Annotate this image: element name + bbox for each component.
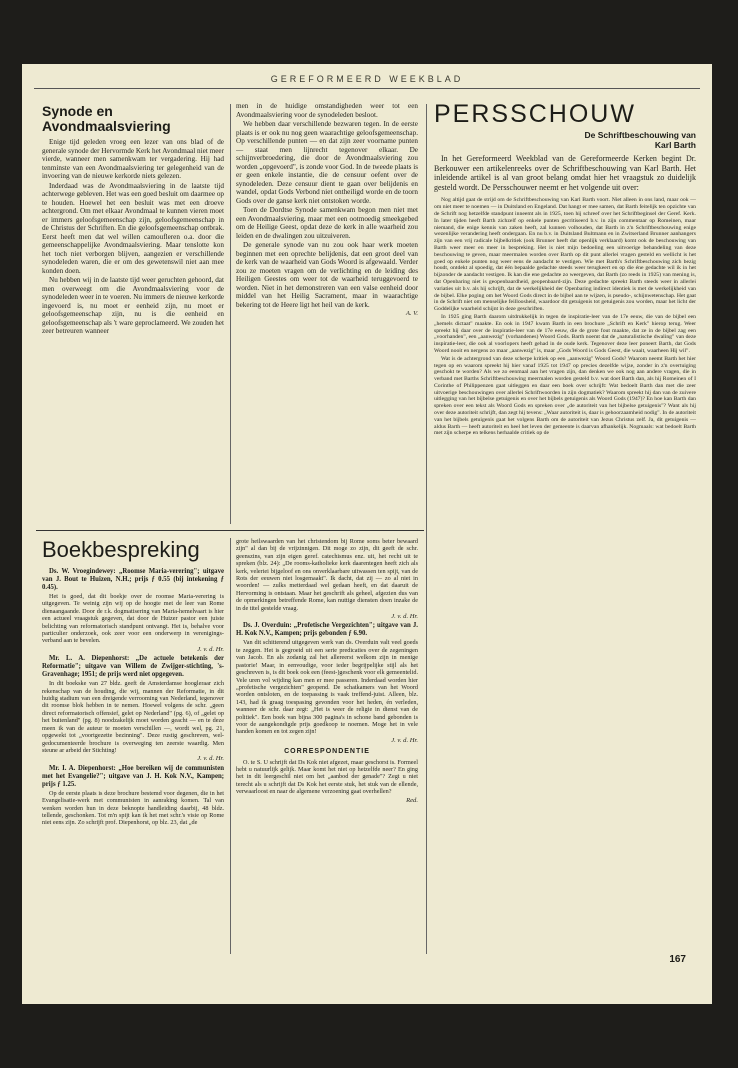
page-number: 167 xyxy=(669,954,686,965)
persschouw-subtitle-line-2: Karl Barth xyxy=(654,140,696,150)
review-body: grote heilswaarden van het christendom bij Rome soms beter bewaard zijn" al dan bij de vrijzinnigen. Dit moge zo zijn, dit geeft de schr. geenszins, van zijn eigen geref. catechismus enz. uit, het recht uit te spreken (blz. 24): „De rooms-katholieke kerk daarentegen heeft zich als kerk, veleriei bijgeloof en ons onverklaarbare uitwassen ten spijt, van de Rots der eeuwen niet losgemaakt". Ik dacht, dat zij — zo al niet in woorden! — zulks metterdaad wel gedaan heeft, en dat daaruit de Hervorming is ontstaan. Maar het geschrift als geheel, afgezien dus van de opmerkingen betreffende Rome, kan nuttige diensten doen inzake de in de titel gestelde vraag. xyxy=(236,538,418,612)
persschouw-title: PERSSCHOUW xyxy=(434,100,636,128)
review-signature: J. v. d. Hr. xyxy=(197,755,224,763)
review-heading: Ds. J. Overduin: „Profetische Vergezichten"; uitgave van J. H. Kok N.V., Kampen; prijs gebonden ƒ 6.90. xyxy=(236,622,418,638)
review-signature: J. v. d. Hr. xyxy=(391,736,418,744)
correspondentie-body: O. te S. U schrijft dat Ds Kok niet afgezet, maar geschorst is. Formeel hebt u natuurlijk gelijk. Maar komt het niet op hetzelfde neer? En ging het in dit leergeschil niet om het „aanbod der genade"? Zegt u niet terecht als u schrijft dat Ds Kok het eerste stuk, het stuk van de ellende, verwaarloost en naar de algemene verzoening gaat overhellen? xyxy=(236,758,418,796)
synode-paragraph: Toen de Dordtse Synode samenkwam begon men niet met een Avondmaalsviering, maar met een ootmoedig smeekgebed om de Heilige Geest, opdat deze de kerk in alle waarheid zou leiden en de dwalingen zou uitzuiveren. xyxy=(236,206,418,240)
correspondentie-signature: Red. xyxy=(406,796,418,804)
synode-paragraph: Nu hebben wij in de laatste tijd weer geruchten gehoord, dat men overweegt om die Avondmaalsviering voor de synodeleden weer in te voeren. Nu immers de nieuwe kerkorde ingevoerd is, nu moet er eenheid zijn, nu moet er geloofsgemeenschap zijn, nu is die eenheid en geloofsgemeenschap als 't ware geproclameerd. We zouden het zeer betreuren wanneer xyxy=(42,276,224,335)
review-body: Op de eerste plaats is deze brochure bestemd voor degenen, die in het Evangelisatie-werk met communisten in aanraking komen. Tal van wenken worden hun in deze beknopte handleiding daarbij, 48 bldz. tellende, geschonken. Tot m'n spijt kan ik het met schr.'s visie op Rome niet eens zijn. Zo schrijft prof. Diepenhorst, op blz. 23, dat „de xyxy=(42,789,224,827)
synode-paragraph: We hebben daar verschillende bezwaren tegen. In de eerste plaats is er ook nu nog geen waarachtige geloofsgemeenschap. Op verschillende punten — en dat zijn zeer voorname punten — staat men lijnrecht tegenover elkaar. De schijnverbroedering, die door de Avondmaalsviering zou worden „opgevoerd", is zonde voor God. In de tweede plaats is er geen enkele instantie, die de censuur oefent over de synodeleden. Deze censuur dient te gaan over belijdenis en wandel, opdat Gods Verbond niet ontheiligd worde en de toorn Gods over de ganse kerk niet ontstoken worde. xyxy=(236,120,418,205)
column-divider xyxy=(426,104,427,954)
correspondentie-title: CORRESPONDENTIE xyxy=(284,748,370,756)
synode-title-line-1: Synode en xyxy=(42,104,113,119)
boek-column-1 xyxy=(42,538,224,958)
boek-title: Boekbespreking xyxy=(42,538,200,562)
persschouw-quote xyxy=(434,197,696,437)
section-rule xyxy=(36,530,424,531)
quote-paragraph: In 1925 ging Barth daarom uitdrukkelijk in tegen de inspiratie-leer van de 17e eeuw, die van de bijbel een „hemels dictaat" maakte. En ook in 1947 kwam Barth in een brochure „Schrift en Kerk" hierop terug. Weer spreekt hij daar over de inspiratie-leer van de 17e eeuw, die de grote fout maakte, dat ze in de bijbel zag een „voorhanden", een „aanwezig" (vorhandenes) Woord Gods. Barth noemt dat de „naturalistische dwaling" van deze inspiratie-leer, die ook al voorlopers heeft gehad in de oude kerk. Tegenover deze leer poneert Barth, dat Gods Woord nooit en nergens zo maar „aanwezig" is, maar „Gods Woord is Gods Geest, die waait, waarheen Hij wil". xyxy=(434,313,696,354)
review-body: Van dit schitterend uitgegeven werk van ds. Overduin valt veel goeds te zeggen. Het is gegroeid uit een serie predicaties over de zegeningen van Jacob. En als zodanig zal het allereerst welkom zijn in menige pastorie! Maar, in eenvoudige, voor ieder begrijpelijke stijl als het geschreven is, is dit boek ook een (feest-)geschenk voor elk gemeentelid. Vele uren vol wijding kan men er mee passeren. Inderdaad worden hier „profetische vergezichten" geopend. De schatkamers van het Woord worden ontsloten, en de toepassing is vaak treffend-juist. Alleen, blz. 143, had ik graag toespasing gevonden voor het heden, én verleden, wanneer de schr. daar zegt: „Het is weer de religie in dienst van de politiek". Een boek van bijna 300 pagina's in schone band gebonden is voor de aangekondigde prijs goedkoop te noemen. Moge het in vele handen komen en tot zegen zijn! xyxy=(236,639,418,736)
review-signature: J. v. d. Hr. xyxy=(391,613,418,621)
review-body: In dit boekske van 27 bldz. geeft de Amsterdamse hoogleraar zich rekenschap van de houding, die wij, mannen der Reformatie, in dit huidig stadium van een dreigende verrooming van Nederland, tegenover dit roomse blok hebben in te nemen. Hoewel volgens de schr. „geen direct reformatorisch offensief, gelet op Nederland" (pg. 6), of „gelet op het buitenland" (pg. 8) noodzakelijk moet worden geacht — en te deze meen ik van de auteur te moeten verschillen —, wordt wel, pg. 21, opgewekt tot „voortgezette bezinning". Deze rustig geschreven, wel-gedocumenteerde brochure is overweging ten zeerste waardig. Men steune ar arbeid der Stichting! xyxy=(42,680,224,754)
review-body: Het is goed, dat dit boekje over de roomse Maria-verering is uitgegeven. Te weinig zijn wij op de hoogte met de leer van Rome dienaangaande. Door de r.k. dogmatisering van Maria-hemelvaart is hier een actueel vraagstuk gegeven, dat door de Huizer pastor een juiste belichting van reformatorisch standpunt ontvangt. Het is, behalve voor particulier onderzoek, ook zeer voor een onderwerp in verenigings-verband aan te bevelen. xyxy=(42,593,224,645)
synode-column-2 xyxy=(236,102,418,526)
boek-column-2 xyxy=(236,538,418,958)
persschouw-subtitle xyxy=(434,130,696,150)
synode-column-1 xyxy=(42,104,224,524)
persschouw-subtitle-line-1: De Schriftbeschouwing van xyxy=(584,130,696,140)
synode-title-line-2: Avondmaalsviering xyxy=(42,118,171,134)
quote-paragraph: Wat is de achtergrond van deze scherpe kritiek op een „aanwezig" Woord Gods? Waarom neemt Barth het hier tegen op en waarom spreekt hij hier vanaf 1925 tot 1947 op precies dezelfde wijze, zonder in z'n overtuiging geschokt te worden? Als we zo eenmaal aan het vragen zijn, dan denken we ook nog aan andere vragen, die in verband met Barths Schriftbeschouwing meermalen worden gesteld b.v. wat doet Barth dan, als hij Romeinen of I Corinthe of Philippenzen gaat uitleggen en daar een boek over schrijft: Wat bedoelt Barth dan met die zeer uitvoerige beschouwingen over allerlei Schriftwoorden in zijn dogmatiek? Waarom spreekt hij dan van de zuivere uitlegging van het bijbelse getuigenis en over het bijbels getuigenis als Woord Gods (1947)? En hoe kan Barth dan spreken over een tekst als Woord Gods en spreken over „de autoriteit van het bijbelse getuigenis"? Want als hij over deze autoriteit schrijft, dan zegt hij tevens: „Waar autoriteit is, daar is gehoorzaamheid nodig". In de autoriteit van het bijbels getuigenis gaat het volgens Barth om de autoriteit van Jezus Christus zelf. Ja, dit getuigenis — aldus Barth — heeft autoriteit en heel het leven der gemeente is daarvan afhankelijk. Nogmaals: wat bedoelt Barth met zijn scherpe en telkens herhaalde critiek op de xyxy=(434,355,696,437)
review-heading: Mr. L. A. Diepenhorst: „De actuele betekenis der Reformatie"; uitgave van Willem de Zwijger-stichting, 's-Gravenhage; 1951; de prijs werd niet opgegeven. xyxy=(42,655,224,679)
synode-signature: A. V. xyxy=(405,310,418,317)
persschouw-intro: In het Gereformeerd Weekblad van de Gereformeerde Kerken begint Dr. Berkouwer een artikelenreeks over de Schriftbeschouwing van Karl Barth. Het inleidende artikel is al van groot belang omdat hier het vraagstuk zo duidelijk gesteld wordt. De Persschouwer neemt er het volgende uit over: xyxy=(434,154,696,192)
quote-paragraph: Nog altijd gaat de strijd om de Schriftbeschouwing van Karl Barth voort. Niet alleen in ons land, maar ook — om niet meer te noemen — in Duitsland en Engeland. Dat hangt er mee samen, dat Barth feitelijk ten opzichte van de Schrift nog hetzelfde standpunt inneemt als in 1925, toen hij schreef over het Schriftbeginsel der Geref. Kerk. In later tijden heeft Barth zichzelf op enkele punten gecritiseerd b.v. in zijn commentaar op Romeinen, maar niemand, die enige kennis van zaken heeft, zal kunnen volhouden, dat Barth in z'n Schriftbeschouwing enige wezenlijke verandering heeft ondergaan. En nu b.v. in Duitsland Bultmann en in Zwitserland Brunner aanhangers zijn van een vrij radicale bijbelkritiek (ook Brunner heeft dat openlijk verklaard) komt ook de beschouwing van Barth weer meer en meer in bespreking. Het is niet mijn bedoeling een uitvoerige behandeling van deze beschouwing te geven, maar meermalen worden over Barth op dit punt allerlei vragen gesteld en wellicht is het goed op enkele punten nog weer eens de aandacht te vestigen. Wie met Barth's Schriftbeschouwing zich bezig houdt, ontdekt al spoedig, dat één bepaalde gedachte steeds weer terugkeert en op die éne gedachte wil ik in het bijzonder de aandacht vestigen. Ik kan die ene gedachte zo weergeven, dat Barth (zo reeds in 1925) van mening is, dat Openbaring niet is geopenbaardheid, geopenbaard-zijn. Deze gedachte spreekt Barth steeds weer in allerlei variaties uit b.v. als hij schrijft, dat de werkelijkheid der Openbaring indirect identiek is met de werkelijkheid van de bijbel. Elke poging om het Woord Gods direct in de bijbel aan te wijzen, is pseudo-, schijnwetenschap. Het gaat in de Schrift niet om menselijke feilloosheid, waardoor dit getuigenis tot getuigenis zou worden, maar het licht der Goddelijke waarheid schijnt in deze geschriften. xyxy=(434,197,696,313)
review-signature: J. v. d. Hr. xyxy=(197,645,224,653)
top-rule xyxy=(34,88,700,89)
persschouw-column xyxy=(434,100,696,950)
column-divider xyxy=(230,538,231,954)
review-heading: Ds. W. Vroegindewey: „Roomse Maria-verering"; uitgave van J. Bout te Huizen, N.H.; prijs ƒ 0.55 (bij intekening ƒ 0.45). xyxy=(42,568,224,591)
synode-title xyxy=(42,104,224,134)
synode-paragraph: De generale synode van nu zou ook haar werk moeten beginnen met een oprechte belijdenis, dat een groot deel van de kerk van de waarheid van Gods Woord is afgewaald. Verder zou ze moeten vragen om de verlichting en de leiding des Heiligen Geestes om weer tot de waarheid teruggevoerd te worden. Niet in het demonstreren van een valse eenheid door middel van het Heilig Sacrament, maar in waarachtige bekering tot de Heere ligt het heil van de kerk. xyxy=(236,241,418,309)
synode-paragraph: Enige tijd geleden vroeg een lezer van ons blad of de generale synode der Hervormde Kerk het Avondmaal niet meer vierde, wanneer men samenkwam ter vergadering. Hij had tenminste van een Avondmaalsviering ter gelegenheid van de invoering van de nieuwe kerkorde niets gelezen. xyxy=(42,138,224,180)
review-heading: Mr. I. A. Diepenhorst: „Hoe bereiken wij de communisten met het Evangelie?"; uitgave van J. H. Kok N.V., Kampen; prijs ƒ 1.25. xyxy=(42,764,224,788)
masthead: GEREFORMEERD WEEKBLAD xyxy=(270,74,464,84)
column-divider xyxy=(230,104,231,524)
synode-paragraph: men in de huidige omstandigheden weer tot een Avondmaalsviering voor de synodeleden besloot. xyxy=(236,102,418,119)
synode-paragraph: Inderdaad was de Avondmaalsviering in de laatste tijd achterwege gebleven. Het was een goed besluit om daarmee op te houden. Hoewel het een besluit was met een droeve achtergrond. Om met elkaar Avondmaal te kunnen vieren moet er immers geloofsgemeenschap zijn, geloofsgemeenschap in de Christus der Schriften. En die geloofsgemeenschap ontbrak. Eerst heeft men dat wel willen camoufleren o.a. door die gemeenschappelijke Avondmaalsviering. Maar tenslotte kon het toch niet verborgen blijven, aangezien er verschillende synodeleden waren, die er om des gewetenswil niet aan mee konden doen. xyxy=(42,181,224,275)
newspaper-page xyxy=(22,64,712,1004)
